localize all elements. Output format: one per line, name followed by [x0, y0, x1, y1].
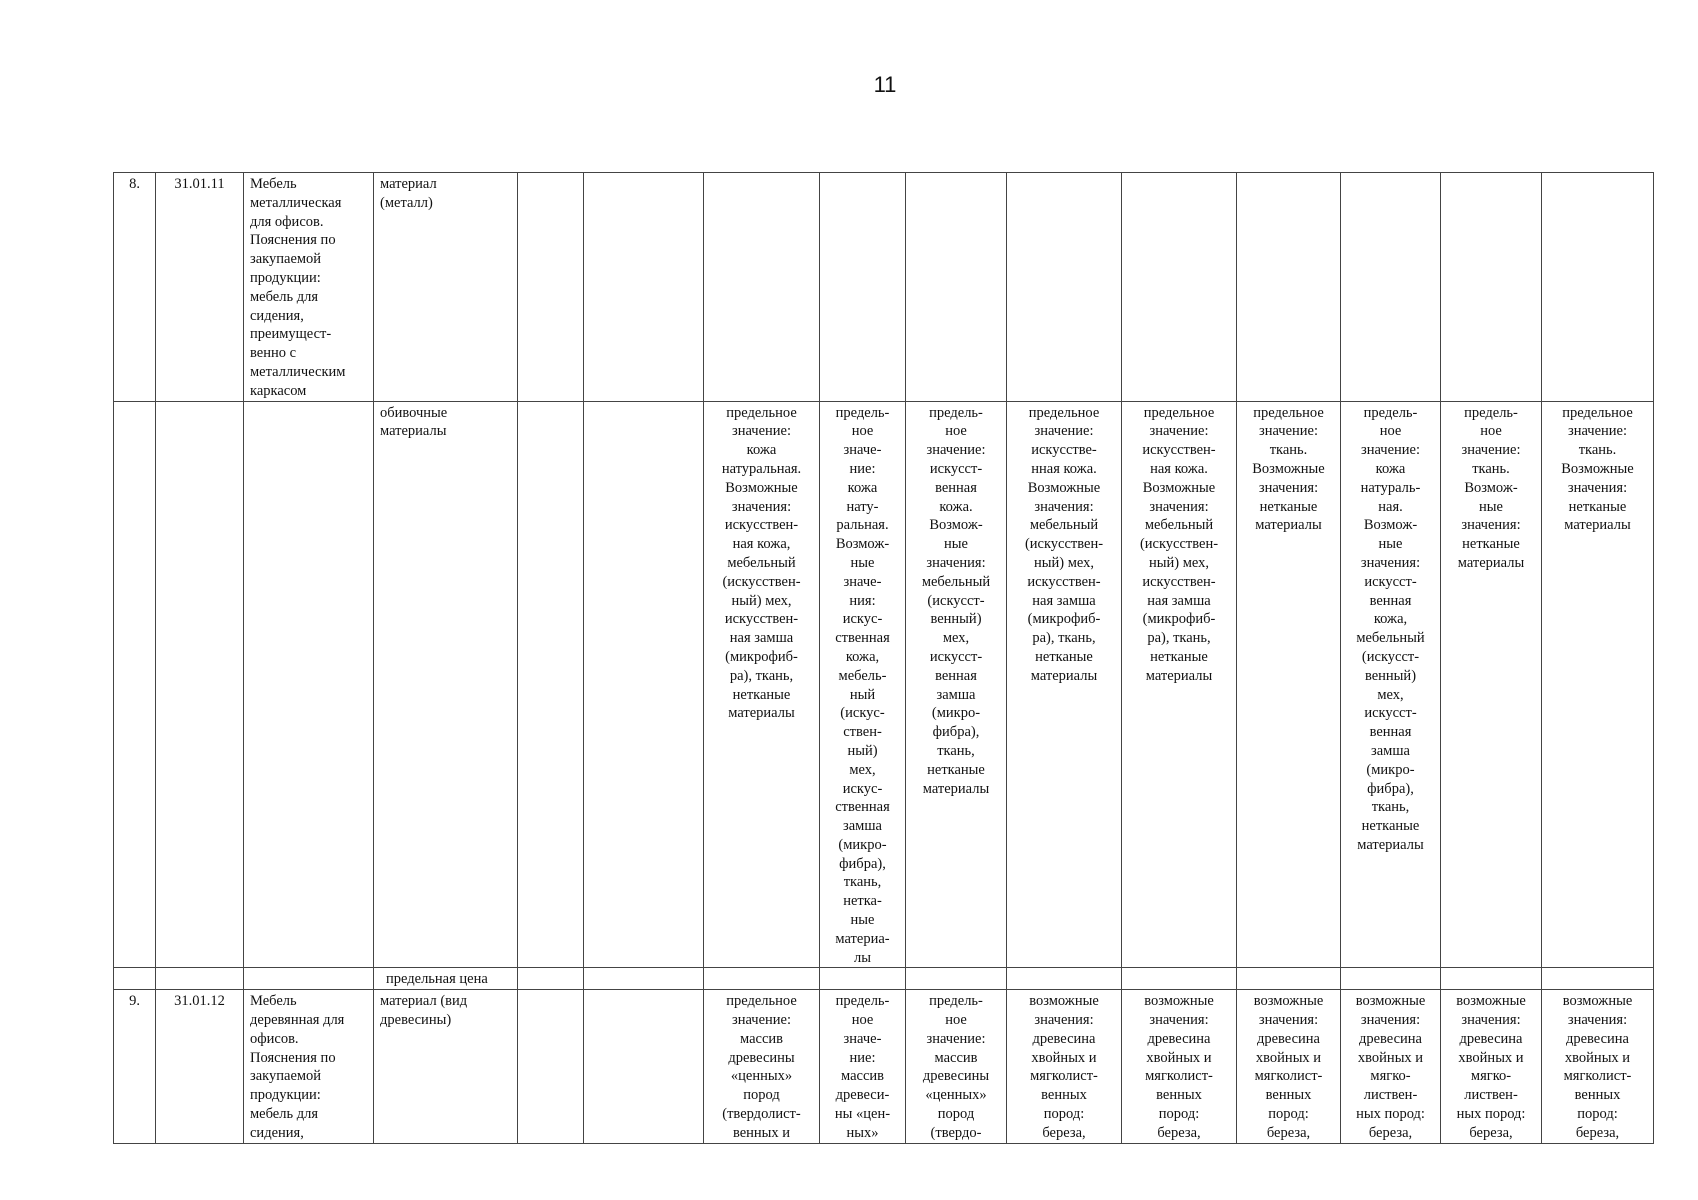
value-cell	[1441, 968, 1542, 990]
product-name	[244, 401, 374, 968]
characteristic: материал (металл)	[374, 173, 518, 402]
page-number: 11	[873, 72, 897, 97]
row-number: 8.	[114, 173, 156, 402]
product-name: Мебель металлическая для офисов. Пояснения по закупаемой продукции: мебель для сидения, преимущест- венно с металлическим каркасом	[244, 173, 374, 402]
requirements-table	[113, 172, 1654, 1144]
value-cell	[1007, 173, 1122, 402]
value-cell: возможные значения: древесина хвойных и мягко- листвен- ных пород: береза,	[1441, 990, 1542, 1143]
value-cell: предельное значение: искусстве- нная кожа. Возможные значения: мебельный (искусствен- ный) мех, искусствен- ная замша (микрофиб- ра), ткань, нетканые материалы	[1007, 401, 1122, 968]
value-cell: предельное значение: искусствен- ная кожа. Возможные значения: мебельный (искусствен- ный) мех, искусствен- ная замша (микрофиб- ра), ткань, нетканые материалы	[1122, 401, 1237, 968]
value-cell: предель- ное значение: кожа натураль- ная. Возмож- ные значения: искусст- венная кожа, мебельный (искусст- венный) мех, искусст- венная замша (микро- фибра), ткань, нетканые материалы	[1341, 401, 1441, 968]
value-cell	[1122, 968, 1237, 990]
value-cell: возможные значения: древесина хвойных и мягко- листвен- ных пород: береза,	[1341, 990, 1441, 1143]
value-cell	[518, 173, 584, 402]
value-cell	[584, 990, 704, 1143]
value-cell	[906, 968, 1007, 990]
okpd-code: 31.01.12	[156, 990, 244, 1143]
value-cell: предель- ное значение: ткань. Возмож- ные значения: нетканые материалы	[1441, 401, 1542, 968]
value-cell: возможные значения: древесина хвойных и мягколист- венных пород: береза,	[1122, 990, 1237, 1143]
table-row	[114, 990, 1654, 1143]
value-cell	[518, 968, 584, 990]
value-cell: предель- ное значение: искусст- венная кожа. Возмож- ные значения: мебельный (искусст- венный) мех, искусст- венная замша (микро- фибра), ткань, нетканые материалы	[906, 401, 1007, 968]
product-name: Мебель деревянная для офисов. Пояснения по закупаемой продукции: мебель для сидения,	[244, 990, 374, 1143]
value-cell: предельное значение: массив древесины «ценных» пород (твердолист- венных и	[704, 990, 820, 1143]
okpd-code	[156, 401, 244, 968]
value-cell	[1007, 968, 1122, 990]
table-row	[114, 173, 1654, 402]
value-cell	[704, 173, 820, 402]
product-name	[244, 968, 374, 990]
value-cell	[1341, 968, 1441, 990]
value-cell	[1122, 173, 1237, 402]
value-cell	[820, 968, 906, 990]
row-number: 9.	[114, 990, 156, 1143]
value-cell: предельное значение: ткань. Возможные значения: нетканые материалы	[1542, 401, 1654, 968]
table-row	[114, 401, 1654, 968]
value-cell	[584, 968, 704, 990]
value-cell	[1542, 968, 1654, 990]
value-cell: предель- ное значе- ние: массив древеси- ны «цен- ных»	[820, 990, 906, 1143]
value-cell	[584, 173, 704, 402]
value-cell	[704, 968, 820, 990]
value-cell	[1441, 173, 1542, 402]
value-cell: предель- ное значе- ние: кожа нату- ральная. Возмож- ные значе- ния: искус- ственная кожа, мебель- ный (искус- ствен- ный) мех, искус- ственная замша (микро- фибра), ткань, нетка- ные материа- лы	[820, 401, 906, 968]
value-cell: предельное значение: кожа натуральная. Возможные значения: искусствен- ная кожа, мебельный (искусствен- ный) мех, искусствен- ная замша (микрофиб- ра), ткань, нетканые материалы	[704, 401, 820, 968]
row-number	[114, 968, 156, 990]
value-cell	[820, 173, 906, 402]
value-cell	[1237, 173, 1341, 402]
row-number	[114, 401, 156, 968]
value-cell: возможные значения: древесина хвойных и мягколист- венных пород: береза,	[1007, 990, 1122, 1143]
value-cell	[1341, 173, 1441, 402]
table-row	[114, 968, 1654, 990]
characteristic: обивочные материалы	[374, 401, 518, 968]
characteristic: предельная цена	[374, 968, 518, 990]
value-cell: предельное значение: ткань. Возможные значения: нетканые материалы	[1237, 401, 1341, 968]
value-cell: возможные значения: древесина хвойных и мягколист- венных пород: береза,	[1542, 990, 1654, 1143]
value-cell	[1237, 968, 1341, 990]
characteristic: материал (вид древесины)	[374, 990, 518, 1143]
value-cell	[1542, 173, 1654, 402]
value-cell	[584, 401, 704, 968]
okpd-code	[156, 968, 244, 990]
value-cell	[518, 990, 584, 1143]
value-cell	[518, 401, 584, 968]
value-cell	[906, 173, 1007, 402]
okpd-code: 31.01.11	[156, 173, 244, 402]
value-cell: предель- ное значение: массив древесины «ценных» пород (твердо-	[906, 990, 1007, 1143]
value-cell: возможные значения: древесина хвойных и мягколист- венных пород: береза,	[1237, 990, 1341, 1143]
